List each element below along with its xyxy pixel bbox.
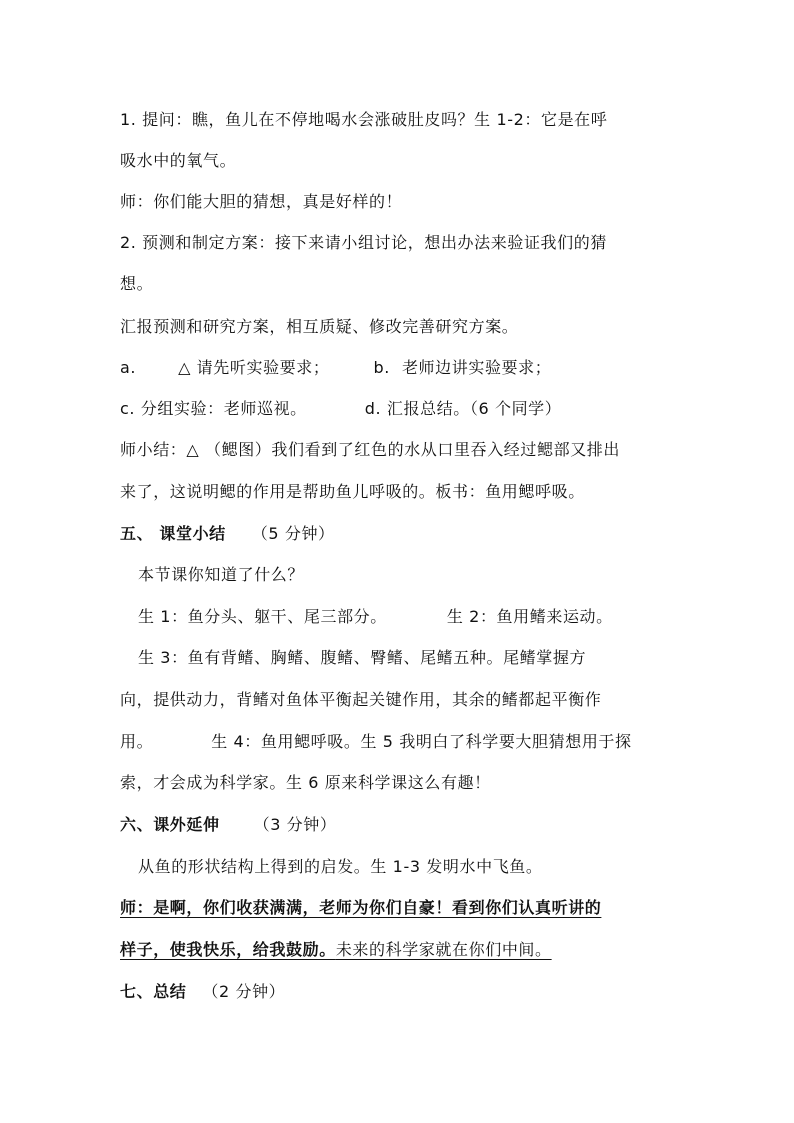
section-heading-5 (120, 524, 335, 544)
section-heading-6 (120, 815, 336, 835)
text-fragment: 未来的科学家就在你们中间。 (335, 940, 552, 959)
text-line: 汇报预测和研究方案，相互质疑、修改完善研究方案。 (120, 317, 519, 336)
heading-duration: （3 分钟） (253, 815, 337, 834)
text-line: 来了，这说明鳃的作用是帮助鱼儿呼吸的。板书：鱼用鳃呼吸。 (120, 482, 585, 501)
text-fragment: 样子，使我快乐，给我鼓励。 (120, 940, 336, 959)
underlined-line (120, 940, 552, 960)
underlined-line: 师：是啊，你们收获满满，老师为你们自豪！看到你们认真听讲的 (120, 898, 602, 917)
text-line: 师：你们能大胆的猜想，真是好样的！ (120, 192, 403, 211)
text-fragment: 生 4：鱼用鳃呼吸。生 5 我明白了科学要大胆猜想用于探 (211, 732, 632, 751)
heading-duration: （2 分钟） (202, 982, 286, 1001)
text-line (120, 732, 632, 752)
answer-1: 生 1：鱼分头、躯干、尾三部分。 (138, 607, 387, 626)
text-line: 2. 预测和制定方案：接下来请小组讨论，想出办法来验证我们的猜 (120, 233, 607, 252)
answer-row (138, 607, 613, 627)
option-c-text: c. 分组实验：老师巡视。 (120, 399, 307, 418)
text-line: 想。 (120, 274, 154, 293)
option-row (120, 358, 551, 378)
text-line: 向，提供动力，背鳍对鱼体平衡起关键作用，其余的鳍都起平衡作 (120, 690, 602, 709)
text-line: 吸水中的氧气。 (120, 151, 237, 170)
heading-title: 七、总结 (120, 982, 187, 1001)
text-line: 生 3：鱼有背鳍、胸鳍、腹鳍、臀鳍、尾鳍五种。尾鳍掌握方 (138, 648, 587, 667)
text-line: 从鱼的形状结构上得到的启发。生 1-3 发明水中飞鱼。 (138, 857, 543, 876)
answer-2: 生 2：鱼用鳍来运动。 (446, 607, 613, 626)
text-fragment: 用。 (120, 732, 154, 751)
text-line: 本节课你知道了什么？ (138, 565, 305, 584)
option-a-marker: a. (120, 358, 137, 377)
text-line: 师小结：△ （鳃图）我们看到了红色的水从口里吞入经过鳃部又排出 (120, 440, 620, 459)
heading-duration: （5 分钟） (251, 524, 335, 543)
option-d-text: d. 汇报总结。（6 个同学） (364, 399, 562, 418)
option-row (120, 399, 561, 419)
text-line: 1. 提问：瞧，鱼儿在不停地喝水会涨破肚皮吗？生 1-2：它是在呼 (120, 110, 608, 129)
option-b-text: 老师边讲实验要求； (401, 358, 552, 377)
option-a-text: △ 请先听实验要求； (178, 358, 330, 377)
option-b-marker: b. (373, 358, 390, 377)
text-line: 索，才会成为科学家。生 6 原来科学课这么有趣！ (120, 773, 491, 792)
section-heading-7 (120, 982, 285, 1002)
heading-title: 五、 课堂小结 (120, 524, 226, 543)
heading-title: 六、课外延伸 (120, 815, 220, 834)
